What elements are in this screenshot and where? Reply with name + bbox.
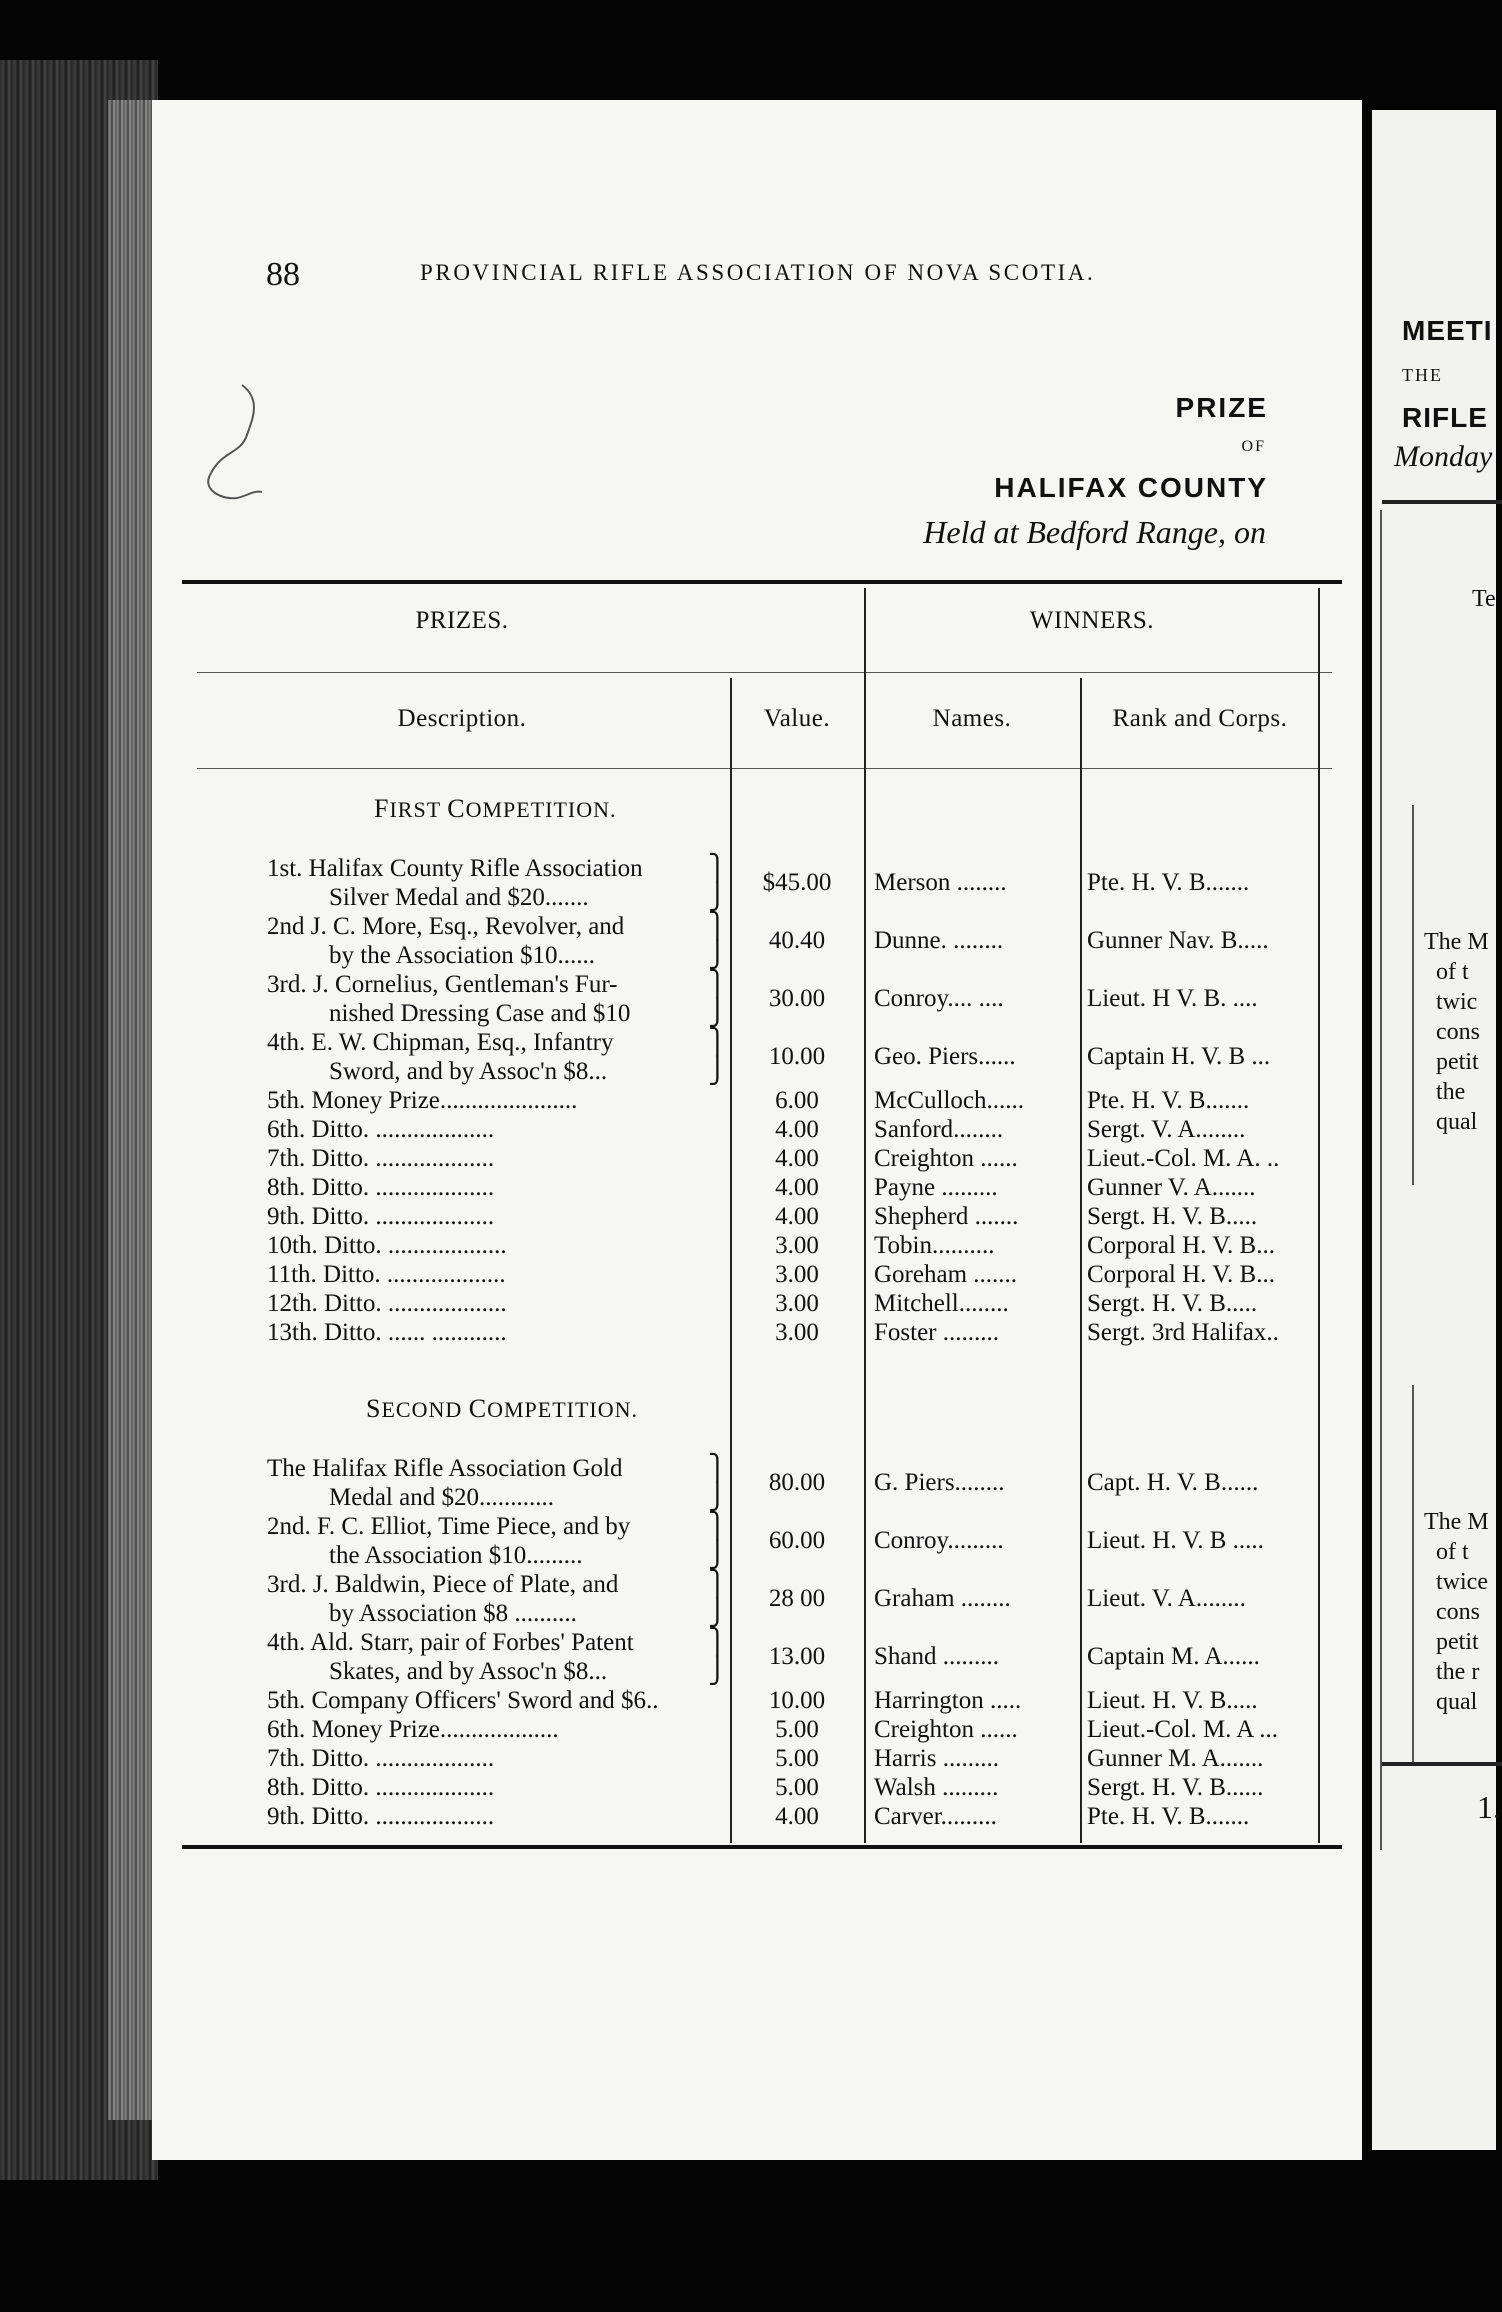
table-group-rule	[197, 672, 1332, 673]
first-winner-name: McCulloch......	[874, 1087, 1024, 1114]
facing-line: petit	[1436, 1629, 1479, 1655]
table-header-rule	[197, 768, 1332, 769]
table-top-rule	[182, 580, 1342, 584]
first-prize-description: 9th. Ditto. ...................	[267, 1203, 495, 1230]
second-winner-name: Conroy.........	[874, 1527, 1004, 1554]
second-winner-name: Shand .........	[874, 1643, 999, 1670]
first-winner-name: Payne .........	[874, 1174, 998, 1201]
facing-line: the	[1436, 1079, 1466, 1105]
first-winner-name: Creighton ......	[874, 1145, 1018, 1172]
second-prize-description: 8th. Ditto. ...................	[267, 1774, 495, 1801]
first-winner-name: Mitchell........	[874, 1290, 1009, 1317]
brace-mark-icon: ⎫ ⎭	[708, 855, 727, 911]
first-prize-description: 5th. Money Prize......................	[267, 1087, 578, 1114]
first-prize-value: 4.00	[775, 1116, 819, 1143]
first-prize-value: $45.00	[762, 869, 832, 896]
first-winner-name: Conroy.... ....	[874, 985, 1004, 1012]
facing-line: The M	[1424, 929, 1489, 955]
first-prize-value: 4.00	[775, 1174, 819, 1201]
brace-mark-icon: ⎫ ⎭	[708, 913, 727, 969]
brace-mark-icon: ⎫ ⎭	[708, 1455, 727, 1511]
table-bottom-rule	[182, 1845, 1342, 1849]
first-winner-rank: Pte. H. V. B.......	[1087, 1087, 1250, 1114]
first-winner-name: Shepherd .......	[874, 1203, 1019, 1230]
first-prize-value: 40.40	[768, 927, 826, 954]
second-prize-value: 10.00	[768, 1687, 826, 1714]
header-winners: WINNERS.	[1029, 607, 1155, 634]
first-winner-rank: Sergt. H. V. B.....	[1087, 1203, 1258, 1230]
facing-vrule-1	[1380, 510, 1382, 1850]
facing-line: qual	[1436, 1689, 1478, 1715]
second-prize-value: 4.00	[775, 1803, 819, 1830]
first-winner-rank: Lieut.-Col. M. A. ..	[1087, 1145, 1280, 1172]
second-winner-rank: Gunner M. A.......	[1087, 1745, 1264, 1772]
facing-line: cons	[1436, 1019, 1480, 1045]
facing-line: petit	[1436, 1049, 1479, 1075]
facing-title-2: THE	[1402, 365, 1443, 385]
first-prize-description: 3rd. J. Cornelius, Gentleman's Fur- nished Dressing Case and $10	[267, 971, 631, 1027]
running-head: PROVINCIAL RIFLE ASSOCIATION OF NOVA SCOTIA.	[420, 260, 1096, 285]
second-winner-rank: Lieut. H. V. B .....	[1087, 1527, 1264, 1554]
facing-line: cons	[1436, 1599, 1480, 1625]
facing-rule	[1382, 500, 1502, 504]
facing-line: of t	[1436, 1539, 1469, 1565]
header-prizes: PRIZES.	[415, 607, 509, 634]
second-prize-value: 60.00	[768, 1527, 826, 1554]
first-prize-value: 30.00	[768, 985, 826, 1012]
second-prize-description: 3rd. J. Baldwin, Piece of Plate, and by Association $8 ..........	[267, 1571, 619, 1627]
book-page	[152, 100, 1362, 2160]
first-prize-value: 4.00	[775, 1145, 819, 1172]
facing-page	[1372, 110, 1501, 2150]
brace-mark-icon: ⎫ ⎭	[708, 971, 727, 1027]
title-county: HALIFAX COUNTY	[994, 472, 1268, 503]
first-winner-rank: Captain H. V. B ...	[1087, 1043, 1271, 1070]
facing-text-te: Te	[1472, 586, 1496, 612]
book-page-edges-inner	[108, 100, 158, 2120]
first-winner-rank: Pte. H. V. B.......	[1087, 869, 1250, 896]
second-prize-value: 5.00	[775, 1774, 819, 1801]
facing-line: qual	[1436, 1109, 1478, 1135]
facing-title-1: MEETI	[1402, 315, 1493, 346]
header-description: Description.	[397, 705, 527, 732]
divider-prizes-winners	[864, 588, 866, 1843]
first-prize-value: 3.00	[775, 1319, 819, 1346]
first-winner-name: Foster .........	[874, 1319, 999, 1346]
header-rank-corps: Rank and Corps.	[1112, 705, 1288, 732]
second-winner-name: Harrington .....	[874, 1687, 1022, 1714]
second-winner-name: Walsh .........	[874, 1774, 999, 1801]
first-winner-name: Dunne. ........	[874, 927, 1004, 954]
second-prize-value: 5.00	[775, 1745, 819, 1772]
second-prize-value: 28 00	[768, 1585, 826, 1612]
header-value: Value.	[763, 705, 831, 732]
first-prize-description: 13th. Ditto. ...... ............	[267, 1319, 507, 1346]
second-winner-rank: Lieut. H. V. B.....	[1087, 1687, 1258, 1714]
facing-line: the r	[1436, 1659, 1480, 1685]
second-winner-rank: Lieut. V. A........	[1087, 1585, 1246, 1612]
second-winner-rank: Pte. H. V. B.......	[1087, 1803, 1250, 1830]
second-winner-rank: Captain M. A......	[1087, 1643, 1260, 1670]
second-winner-name: Graham ........	[874, 1585, 1011, 1612]
first-prize-value: 6.00	[775, 1087, 819, 1114]
first-prize-value: 3.00	[775, 1290, 819, 1317]
second-competition-heading: SECOND COMPETITION.	[366, 1394, 639, 1423]
first-winner-rank: Corporal H. V. B...	[1087, 1232, 1275, 1259]
title-held-at: Held at Bedford Range, on	[923, 514, 1266, 550]
second-prize-value: 13.00	[768, 1643, 826, 1670]
facing-title-3: RIFLE	[1402, 402, 1488, 433]
first-prize-description: 8th. Ditto. ...................	[267, 1174, 495, 1201]
first-winner-name: Sanford........	[874, 1116, 1004, 1143]
second-prize-description: 9th. Ditto. ...................	[267, 1803, 495, 1830]
first-winner-rank: Sergt. V. A........	[1087, 1116, 1246, 1143]
second-prize-description: 6th. Money Prize...................	[267, 1716, 559, 1743]
first-prize-value: 3.00	[775, 1261, 819, 1288]
facing-brace-2	[1412, 1385, 1414, 1765]
second-winner-name: G. Piers........	[874, 1469, 1005, 1496]
first-winner-name: Merson ........	[874, 869, 1007, 896]
brace-mark-icon: ⎫ ⎭	[708, 1629, 727, 1685]
second-prize-description: 4th. Ald. Starr, pair of Forbes' Patent Skates, and by Assoc'n $8...	[267, 1629, 634, 1685]
first-prize-description: 11th. Ditto. ...................	[267, 1261, 506, 1288]
second-prize-description: 7th. Ditto. ...................	[267, 1745, 495, 1772]
second-prize-description: 5th. Company Officers' Sword and $6..	[267, 1687, 659, 1714]
facing-line: of t	[1436, 959, 1469, 985]
facing-brace-1	[1412, 805, 1414, 1185]
first-winner-name: Goreham .......	[874, 1261, 1018, 1288]
second-winner-rank: Capt. H. V. B......	[1087, 1469, 1259, 1496]
facing-text-page: 1.	[1477, 1789, 1501, 1825]
first-prize-value: 4.00	[775, 1203, 819, 1230]
second-prize-value: 80.00	[768, 1469, 826, 1496]
first-prize-description: 7th. Ditto. ...................	[267, 1145, 495, 1172]
first-prize-description: 6th. Ditto. ...................	[267, 1116, 495, 1143]
header-names: Names.	[932, 705, 1012, 732]
first-winner-name: Geo. Piers......	[874, 1043, 1016, 1070]
first-winner-rank: Sergt. H. V. B.....	[1087, 1290, 1258, 1317]
brace-mark-icon: ⎫ ⎭	[708, 1513, 727, 1569]
page-number: 88	[266, 256, 300, 293]
first-winner-rank: Gunner V. A.......	[1087, 1174, 1256, 1201]
second-winner-rank: Sergt. H. V. B......	[1087, 1774, 1264, 1801]
second-winner-name: Creighton ......	[874, 1716, 1018, 1743]
title-prize: PRIZE	[1175, 392, 1268, 423]
first-prize-description: 4th. E. W. Chipman, Esq., Infantry Sword, and by Assoc'n $8...	[267, 1029, 614, 1085]
second-winner-rank: Lieut.-Col. M. A ...	[1087, 1716, 1278, 1743]
pencil-mark-icon	[192, 380, 302, 520]
facing-line: The M	[1424, 1509, 1489, 1535]
facing-title-4: Monday	[1394, 440, 1493, 473]
second-prize-value: 5.00	[775, 1716, 819, 1743]
title-of: OF	[1241, 438, 1266, 455]
first-winner-rank: Lieut. H V. B. ....	[1087, 985, 1258, 1012]
first-prize-description: 10th. Ditto. ...................	[267, 1232, 507, 1259]
first-prize-description: 1st. Halifax County Rifle Association Silver Medal and $20.......	[267, 855, 643, 911]
first-winner-rank: Corporal H. V. B...	[1087, 1261, 1275, 1288]
first-winner-rank: Gunner Nav. B.....	[1087, 927, 1269, 954]
first-prize-description: 2nd J. C. More, Esq., Revolver, and by the Association $10......	[267, 913, 625, 969]
second-prize-description: The Halifax Rifle Association Gold Medal and $20............	[267, 1455, 623, 1511]
first-prize-description: 12th. Ditto. ...................	[267, 1290, 507, 1317]
second-winner-name: Carver.........	[874, 1803, 997, 1830]
facing-line: twic	[1436, 989, 1478, 1015]
brace-mark-icon: ⎫ ⎭	[708, 1029, 727, 1085]
second-winner-name: Harris .........	[874, 1745, 999, 1772]
first-prize-value: 10.00	[768, 1043, 826, 1070]
first-prize-value: 3.00	[775, 1232, 819, 1259]
first-winner-rank: Sergt. 3rd Halifax..	[1087, 1319, 1279, 1346]
second-prize-description: 2nd. F. C. Elliot, Time Piece, and by the Association $10.........	[267, 1513, 631, 1569]
facing-line: twice	[1436, 1569, 1488, 1595]
first-winner-name: Tobin..........	[874, 1232, 995, 1259]
facing-bottom-rule	[1382, 1762, 1502, 1766]
first-competition-heading: FIRST COMPETITION.	[374, 794, 617, 823]
divider-names-rank	[1080, 678, 1082, 1843]
brace-mark-icon: ⎫ ⎭	[708, 1571, 727, 1627]
